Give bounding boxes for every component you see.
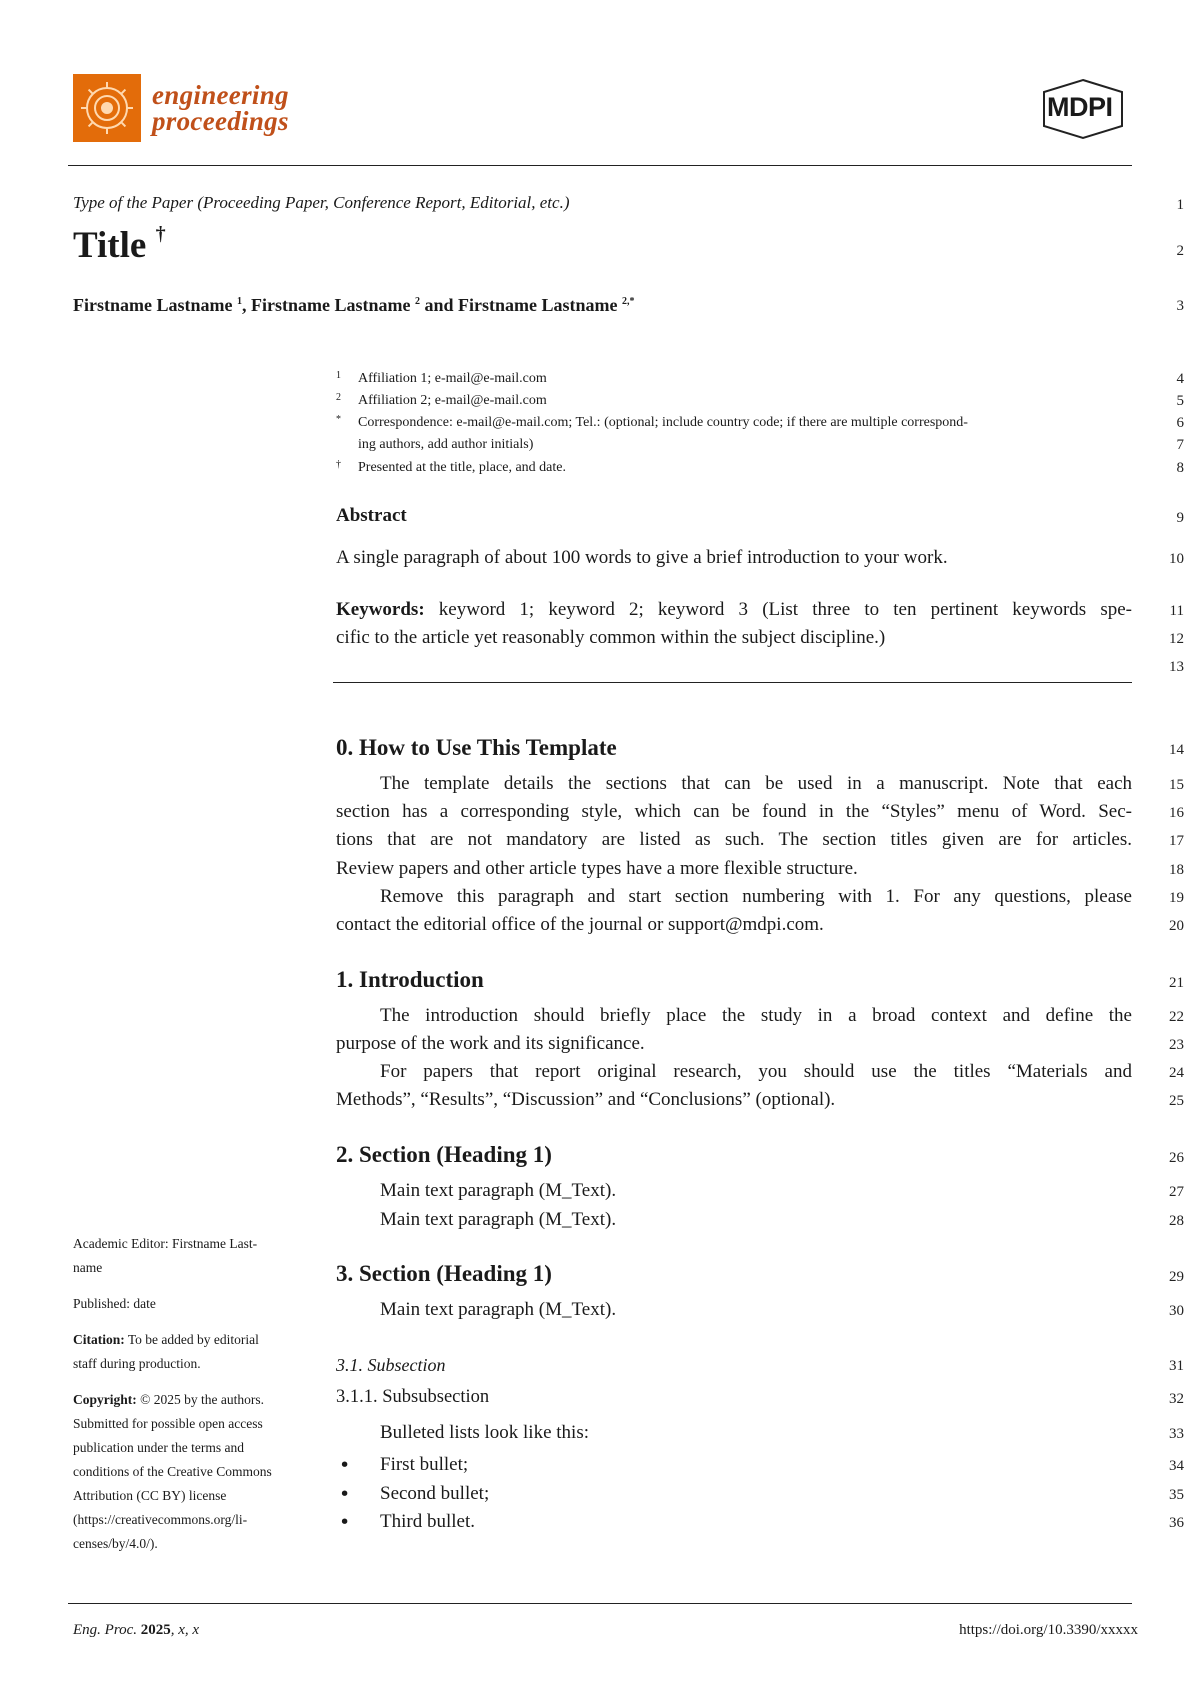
line-number: 14	[1169, 742, 1184, 758]
citation-text: To be added by editorial	[124, 1332, 259, 1347]
paper-title-text: Title	[73, 225, 147, 266]
affiliation-mark: 2	[336, 392, 341, 403]
paragraph-line: The template details the sections that can be used in a manuscript. Note that each	[380, 773, 1132, 794]
footer-citation	[73, 1622, 199, 1639]
copyright-line4: conditions of the Creative Commons	[73, 1464, 272, 1479]
keywords-line1	[336, 599, 1132, 621]
affiliation-text: Affiliation 1; e-mail@e-mail.com	[358, 371, 547, 386]
footer-volume: , x, x	[170, 1622, 200, 1638]
copyright-line7[interactable]: censes/by/4.0/).	[73, 1536, 158, 1551]
list-item: Third bullet.	[380, 1511, 475, 1532]
keywords-label: Keywords:	[336, 599, 425, 620]
bullet-marker: •	[339, 1483, 351, 1505]
footer-journal: Eng. Proc.	[73, 1622, 138, 1638]
line-number: 15	[1169, 777, 1184, 793]
copyright-line1	[73, 1388, 308, 1412]
header-rule	[68, 165, 1132, 166]
title-footnote-mark: †	[155, 222, 166, 245]
line-number: 2	[1176, 243, 1184, 259]
affiliation-mark: 1	[336, 370, 341, 381]
paragraph-line: contact the editorial office of the journal or support@mdpi.com.	[336, 914, 824, 935]
correspondence-mark: *	[336, 414, 341, 425]
line-number: 19	[1169, 890, 1184, 906]
affiliation-text: Affiliation 2; e-mail@e-mail.com	[358, 393, 547, 408]
line-number: 20	[1169, 918, 1184, 934]
copyright-line6[interactable]: (https://creativecommons.org/li-	[73, 1512, 248, 1527]
citation-line1	[73, 1328, 308, 1352]
paragraph-line: Main text paragraph (M_Text).	[380, 1299, 617, 1320]
paragraph-line: Main text paragraph (M_Text).	[380, 1209, 617, 1230]
publisher-name: MDPI	[1047, 92, 1113, 122]
bullet-marker: •	[339, 1454, 351, 1476]
paper-title	[73, 224, 166, 267]
paragraph-line: tions that are not mandatory are listed as such. The section titles given are for articles.	[336, 829, 1132, 850]
paragraph-line: For papers that report original research, you should use the titles “Materials and	[380, 1061, 1132, 1082]
list-item: Second bullet;	[380, 1483, 490, 1504]
line-number: 21	[1169, 975, 1184, 991]
line-number: 3	[1176, 298, 1184, 314]
author-name: Firstname Lastname	[73, 295, 233, 315]
published-date: Published: date	[73, 1296, 156, 1311]
bullet-marker: •	[339, 1511, 351, 1533]
copyright-text: © 2025 by the authors.	[136, 1392, 264, 1407]
paragraph-line: section has a corresponding style, which can be found in the “Styles” menu of Word. Sec-	[336, 801, 1132, 822]
line-number: 8	[1176, 460, 1184, 476]
line-number: 7	[1176, 437, 1184, 453]
sidebar-metadata	[73, 1232, 308, 1556]
line-number: 4	[1176, 371, 1184, 387]
section-3-heading: 3. Section (Heading 1)	[336, 1261, 552, 1286]
paper-type: Type of the Paper (Proceeding Paper, Conference Report, Editorial, etc.)	[73, 193, 570, 212]
copyright-line5: Attribution (CC BY) license	[73, 1488, 227, 1503]
line-number: 29	[1169, 1269, 1184, 1285]
line-number: 32	[1169, 1391, 1184, 1407]
line-number: 34	[1169, 1458, 1184, 1474]
section-1-heading: 1. Introduction	[336, 967, 484, 992]
footer-doi[interactable]: https://doi.org/10.3390/xxxxx	[959, 1622, 1138, 1638]
journal-name-line1: engineering	[152, 80, 289, 110]
line-number: 5	[1176, 393, 1184, 409]
paragraph-line: Bulleted lists look like this:	[380, 1422, 589, 1443]
academic-editor-line2: name	[73, 1260, 103, 1275]
line-number: 28	[1169, 1213, 1184, 1229]
paragraph-line: purpose of the work and its significance.	[336, 1033, 645, 1054]
paragraph-line: The introduction should briefly place the study in a broad context and define the	[380, 1005, 1132, 1026]
line-number: 18	[1169, 862, 1184, 878]
citation-line2: staff during production.	[73, 1356, 201, 1371]
keywords-line2: cific to the article yet reasonably common within the subject discipline.)	[336, 627, 886, 648]
line-number: 10	[1169, 551, 1184, 567]
journal-name-line2: proceedings	[152, 106, 289, 136]
copyright-label: Copyright:	[73, 1392, 137, 1407]
gear-logo-icon	[73, 74, 141, 142]
abstract-text: A single paragraph of about 100 words to give a brief introduction to your work.	[336, 547, 948, 568]
line-number: 22	[1169, 1009, 1184, 1025]
presented-mark: †	[336, 459, 341, 470]
line-number: 12	[1169, 631, 1184, 647]
citation-label: Citation:	[73, 1332, 125, 1347]
correspondence-text: Correspondence: e-mail@e-mail.com; Tel.: (optional; include country code; if there are multiple correspond-	[358, 415, 968, 430]
subsubsection-heading: 3.1.1. Subsubsection	[336, 1387, 490, 1407]
paragraph-line: Main text paragraph (M_Text).	[380, 1180, 617, 1201]
keywords-text: keyword 1; keyword 2; keyword 3 (List three to ten pertinent keywords spe-	[424, 599, 1132, 620]
line-number: 30	[1169, 1303, 1184, 1319]
footer-rule	[68, 1603, 1132, 1604]
paragraph-line: Remove this paragraph and start section numbering with 1. For any questions, please	[380, 886, 1132, 907]
subsection-heading: 3.1. Subsection	[336, 1355, 446, 1375]
author-separator: and	[419, 295, 458, 315]
line-number: 1	[1176, 197, 1184, 213]
abstract-rule	[333, 682, 1132, 683]
academic-editor-line1: Academic Editor: Firstname Last-	[73, 1236, 258, 1251]
copyright-line3: publication under the terms and	[73, 1440, 244, 1455]
section-0-heading: 0. How to Use This Template	[336, 735, 617, 760]
author-name: Firstname Lastname	[250, 295, 411, 315]
footer-year: 2025	[140, 1622, 171, 1638]
line-number: 26	[1169, 1150, 1184, 1166]
line-number: 17	[1169, 833, 1184, 849]
line-number: 33	[1169, 1426, 1184, 1442]
copyright-line2: Submitted for possible open access	[73, 1416, 263, 1431]
line-number: 9	[1176, 510, 1184, 526]
line-number: 35	[1169, 1487, 1184, 1503]
line-number: 23	[1169, 1037, 1184, 1053]
correspondence-text: ing authors, add author initials)	[358, 437, 534, 452]
line-number: 6	[1176, 415, 1184, 431]
author-affiliation-mark: 2	[414, 296, 420, 307]
journal-logo	[73, 74, 141, 142]
presented-text: Presented at the title, place, and date.	[358, 460, 566, 475]
author-separator: ,	[241, 295, 251, 315]
author-name: Firstname Lastname	[458, 295, 618, 315]
line-number: 25	[1169, 1093, 1184, 1109]
section-2-heading: 2. Section (Heading 1)	[336, 1142, 552, 1167]
author-list	[73, 295, 634, 316]
line-number: 24	[1169, 1065, 1184, 1081]
line-number: 16	[1169, 805, 1184, 821]
author-affiliation-mark: 2,*	[621, 296, 635, 307]
paragraph-line: Review papers and other article types have a more flexible structure.	[336, 858, 858, 879]
line-number: 36	[1169, 1515, 1184, 1531]
author-affiliation-mark: 1	[236, 296, 242, 307]
list-item: First bullet;	[380, 1454, 469, 1475]
line-number: 11	[1169, 603, 1184, 619]
line-number: 31	[1169, 1358, 1184, 1374]
abstract-heading: Abstract	[336, 505, 407, 526]
line-number: 27	[1169, 1184, 1184, 1200]
line-number: 13	[1169, 659, 1184, 675]
paragraph-line: Methods”, “Results”, “Discussion” and “Conclusions” (optional).	[336, 1089, 836, 1110]
